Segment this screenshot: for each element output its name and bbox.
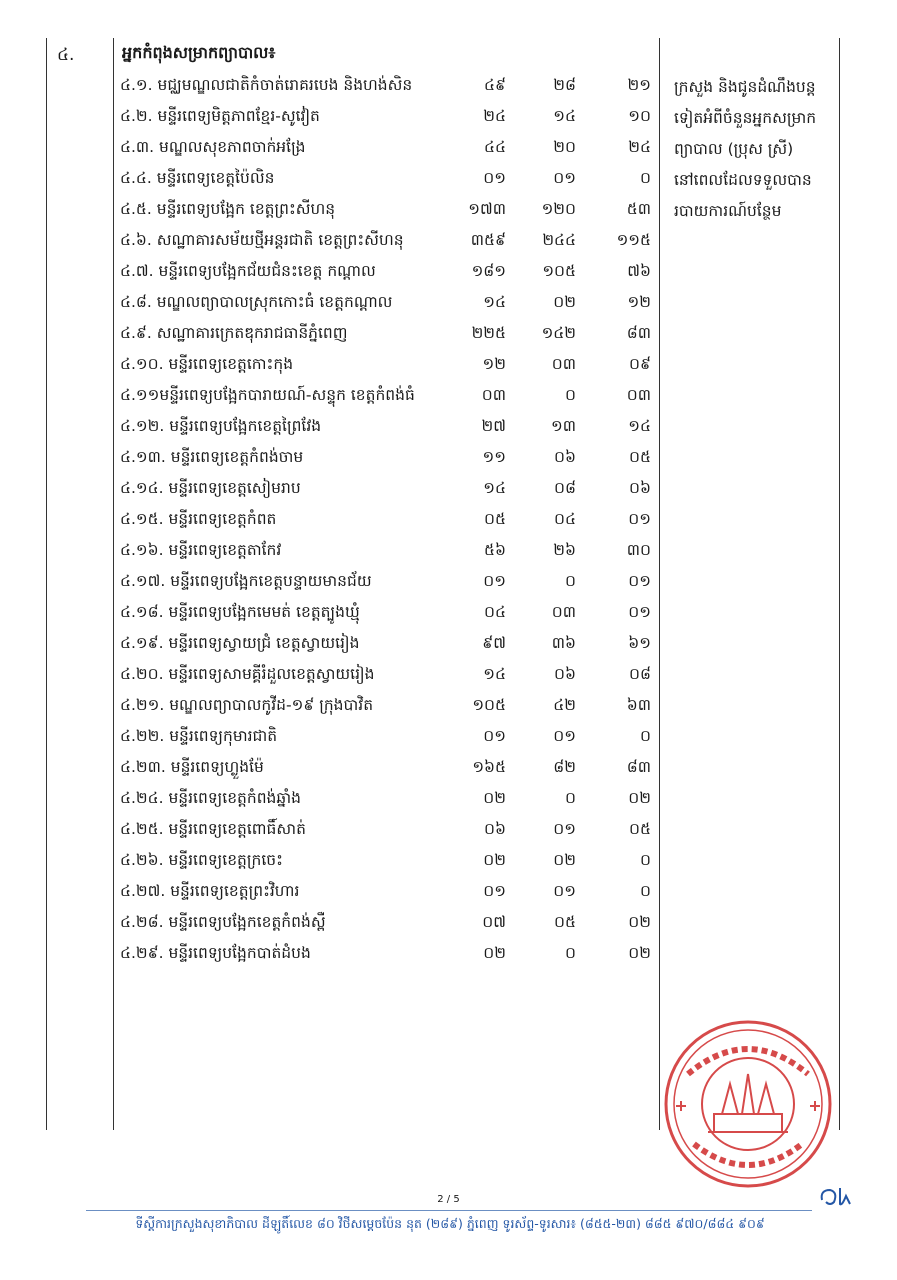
facility-name: ៤.២៧. មន្ទីរពេទ្យខេត្តព្រះវិហារ [120,882,300,900]
female-count: ០៩ [629,355,651,373]
items-column [114,38,660,1130]
table-row [114,938,659,969]
total-count: ២៤ [483,107,506,125]
female-count: ៧៦ [627,262,651,280]
female-count: ៣០ [626,541,651,559]
male-count: ០៨ [554,479,576,497]
male-count: ០៤ [554,510,576,528]
section-number: ៤. [47,38,114,1130]
facility-name: ៤.១៦. មន្ទីរពេទ្យខេត្តតាកែវ [120,541,282,559]
male-count: ០៦ [554,665,576,683]
total-count: ៤៤ [484,138,506,156]
male-count: ០៣ [551,355,576,373]
table-row [114,70,659,101]
male-count: ០១ [553,169,576,187]
female-count: ០៨ [629,665,651,683]
table-row [114,163,659,194]
note-text: ក្រសួង និងជូនដំណឹងបន្តទៀតអំពីចំនួនអ្នកសម្រាកព្យាបាល (ប្រុស ស្រី) នៅពេលដែលទទួលបានរបាយការណ៍បន្ថែម [674,78,817,220]
facility-name: ៤.២៥. មន្ទីរពេទ្យខេត្តពោធិ៍សាត់ [120,820,306,838]
table-row [114,783,659,814]
total-count: ១១ [482,448,506,466]
female-count: ១១៥ [616,231,651,249]
facility-name: ៤.១០. មន្ទីរពេទ្យខេត្តកោះកុង [120,355,294,373]
total-count: ១៦៥ [472,758,506,776]
female-count: ០៥ [629,820,651,838]
total-count: ០៦ [484,820,506,838]
total-count: ០៣ [481,386,506,404]
facility-name: ៤.២១. មណ្ឌលព្យាបាលកូវីដ-១៩ ក្រុងបាវិត [120,696,374,714]
facility-name: ៤.១. មជ្ឈមណ្ឌលជាតិកំចាត់រោគរបេង និងហង់សិន [120,76,413,94]
male-count: ០ [565,386,576,404]
male-count: ២៨ [553,76,576,94]
facility-name: ៤.២៦. មន្ទីរពេទ្យខេត្តក្រចេះ [120,851,283,869]
facility-name: ៤.១៧. មន្ទីរពេទ្យបង្អែកខេត្តបន្ទាយមានជ័យ [120,572,372,590]
female-count: ០២ [628,913,651,931]
female-count: ៥៣ [626,200,651,218]
total-count: ០២ [483,944,506,962]
facility-name: ៤.៨. មណ្ឌលព្យាបាលស្រុកកោះធំ ខេត្តកណ្ដាល [120,293,393,311]
female-count: ០១ [628,603,651,621]
total-count: ២២៥ [471,324,506,342]
facility-name: ៤.២២. មន្ទីរពេទ្យកុមារជាតិ [120,727,278,745]
facility-name: ៤.១២. មន្ទីរពេទ្យបង្អែកខេត្តព្រៃវែង [120,417,322,435]
male-count: ០៦ [554,448,576,466]
table-row [114,194,659,225]
facility-name: ៤.១៣. មន្ទីរពេទ្យខេត្តកំពង់ចាម [120,448,304,466]
total-count: ០១ [483,169,506,187]
male-count: ០ [565,572,576,590]
table-row [114,659,659,690]
facility-name: ៤.២៩. មន្ទីរពេទ្យបង្អែកបាត់ដំបង [120,944,311,962]
total-count: ២៧ [481,417,506,435]
male-count: ៤២ [553,696,576,714]
table-row [114,411,659,442]
total-count: ០១ [483,882,506,900]
female-count: ០៣ [626,386,651,404]
female-count: ៨៣ [626,758,651,776]
facility-name: ៤.២. មន្ទីរពេទ្យមិត្តភាពខ្មែរ-សូវៀត [120,107,320,125]
facility-name: ៤.២០. មន្ទីរពេទ្យសាមគ្គីរំដួលខេត្តស្វាយរៀង [120,665,375,683]
table-row [114,256,659,287]
female-count: ១៤ [628,417,651,435]
total-count: ១៨១ [471,262,506,280]
total-count: ១៧៣ [468,200,506,218]
female-count: ០ [640,727,651,745]
male-count: ០៥ [554,913,576,931]
table-row [114,597,659,628]
table-row [114,473,659,504]
total-count: ៩៧ [482,634,506,652]
total-count: ១៤ [483,479,506,497]
male-count: ២៦ [553,541,576,559]
female-count: ០១ [628,510,651,528]
female-count: ០៥ [629,448,651,466]
table-row [114,380,659,411]
female-count: ០៦ [629,479,651,497]
table-row [114,101,659,132]
female-count: ៨៣ [626,324,651,342]
male-count: ១៤២ [541,324,576,342]
facility-name: ៤.១៤. មន្ទីរពេទ្យខេត្តសៀមរាប [120,479,301,497]
total-count: ១៤ [483,293,506,311]
section-heading: អ្នកកំពុងសម្រាកព្យាបាល៖ [122,43,276,62]
table-row [114,628,659,659]
male-count: ៣៦ [551,634,576,652]
facility-name: ៤.៤. មន្ទីរពេទ្យខេត្តប៉ៃលិន [120,169,275,187]
patients-under-treatment-table [46,38,840,1130]
facility-name: ៤.៧. មន្ទីរពេទ្យបង្អែកជ័យជំនះខេត្ត កណ្ដាល [120,262,376,280]
table-row [114,721,659,752]
table-row [114,566,659,597]
table-row [114,907,659,938]
male-count: ០ [565,944,576,962]
male-count: ១២០ [541,200,576,218]
female-count: ២៤ [628,138,651,156]
facility-name: ៤.១៨. មន្ទីរពេទ្យបង្អែកមេមត់ ខេត្តត្បូងឃ្មុំ [120,603,360,621]
female-count: ០២ [628,944,651,962]
male-count: ០១ [553,882,576,900]
female-count: ០ [640,882,651,900]
table-row [114,442,659,473]
female-count: ០១ [628,572,651,590]
table-row [114,287,659,318]
female-count: ០ [640,169,651,187]
male-count: ៨២ [553,758,576,776]
male-count: ១៣ [551,417,576,435]
total-count: ០៥ [484,510,506,528]
facility-name: ៤.២៨. មន្ទីរពេទ្យបង្អែកខេត្តកំពង់ស្ពឺ [120,913,326,931]
female-count: ១០ [628,107,651,125]
female-count: ០ [640,851,651,869]
total-count: ៣៥៩ [470,231,506,249]
table-row [114,225,659,256]
total-count: ១២ [482,355,506,373]
facility-name: ៤.៦. សណ្ឋាគារសម័យថ្មីអន្តរជាតិ ខេត្តព្រះសីហនុ [120,231,404,249]
male-count: ១០៥ [542,262,576,280]
table-row [114,535,659,566]
footer-address: ទីស្តីការក្រសួងសុខាភិបាល ដីឡូតិ៍លេខ ៨០ វិថីសម្ដេចប៉ែន នុត (២៨៩) ភ្នំពេញ ទូរស័ព្ទ-ទូរសារ៖ (៨៥៥-២៣) ៨៨៥ ៩៧០/៨៨៤ ៩០៩ [135,1216,765,1231]
total-count: ៤៩ [484,76,506,94]
male-count: ០២ [553,851,576,869]
male-count: ០១ [553,820,576,838]
total-count: ០៤ [484,603,506,621]
facility-rows [114,70,659,969]
table-row [114,690,659,721]
total-count: ១០៥ [472,696,506,714]
note-column [660,38,840,1130]
facility-name: ៤.២៤. មន្ទីរពេទ្យខេត្តកំពង់ឆ្នាំង [120,789,301,807]
total-count: ០២ [483,789,506,807]
total-count: ០៧ [482,913,506,931]
facility-name: ៤.៥. មន្ទីរពេទ្យបង្អែក ខេត្តព្រះសីហនុ [120,200,336,218]
male-count: ២៤៤ [542,231,576,249]
table-row [114,318,659,349]
total-count: ០១ [483,727,506,745]
female-count: ៦១ [628,634,651,652]
total-count: ១៤ [483,665,506,683]
table-row [114,504,659,535]
male-count: ០៣ [551,603,576,621]
male-count: ១៤ [553,107,576,125]
facility-name: ៤.១១មន្ទីរពេទ្យបង្អែកបារាយណ៍-សន្ទុក ខេត្តកំពង់ធំ [120,386,415,404]
female-count: ២១ [627,76,651,94]
facility-name: ៤.១៩. មន្ទីរពេទ្យស្វាយជ្រំ ខេត្តស្វាយរៀង [120,634,360,652]
table-row [114,845,659,876]
male-count: ២០ [553,138,576,156]
table-row [114,349,659,380]
table-row [114,876,659,907]
facility-name: ៤.២៣. មន្ទីរពេទ្យហ្លួងម៉ែ [120,758,264,776]
angkor-temple-seal-icon [658,1014,838,1194]
total-count: ៥៦ [484,541,506,559]
male-count: ០១ [553,727,576,745]
female-count: ៦៣ [626,696,651,714]
footer-divider [86,1210,812,1211]
facility-name: ៤.៣. មណ្ឌលសុខភាពចាក់អង្រែ [120,138,306,156]
male-count: ០ [565,789,576,807]
female-count: ១២ [627,293,651,311]
female-count: ០២ [628,789,651,807]
table-row [114,132,659,163]
table-row [114,752,659,783]
male-count: ០២ [553,293,576,311]
facility-name: ៤.៩. សណ្ឋាគារក្រេតឌុករាជធានីភ្នំពេញ [120,324,348,342]
total-count: ០២ [483,851,506,869]
total-count: ០១ [483,572,506,590]
table-row [114,814,659,845]
facility-name: ៤.១៥. មន្ទីរពេទ្យខេត្តកំពត [120,510,277,528]
page-number: 2 / 5 [437,1194,460,1205]
